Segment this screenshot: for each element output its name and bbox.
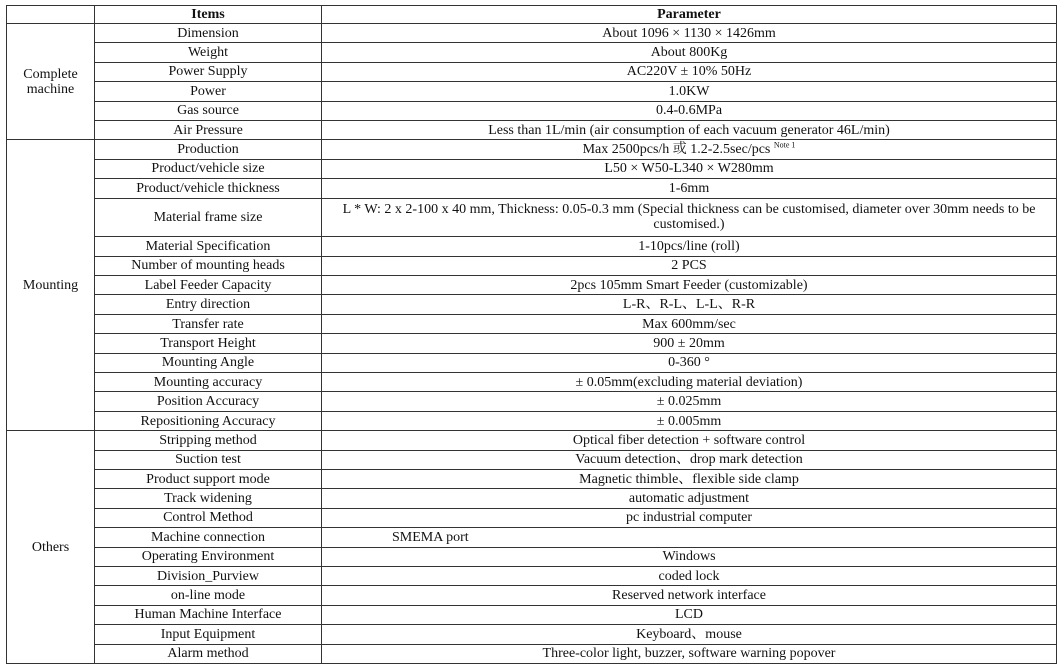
table-row	[7, 489, 1057, 508]
table-row	[7, 625, 1057, 644]
parameter-value: Max 2500pcs/h 或 1.2-2.5sec/pcs	[582, 142, 771, 158]
item-cell: Air Pressure	[95, 120, 322, 139]
parameter-cell	[322, 256, 1057, 275]
item-cell: Product support mode	[95, 469, 322, 488]
item-cell: Material frame size	[95, 198, 322, 237]
group-label: Mounting	[7, 140, 95, 431]
parameter-value: ± 0.005mm	[656, 413, 722, 429]
item-cell: on-line mode	[95, 586, 322, 605]
table-row	[7, 295, 1057, 314]
parameter-cell	[322, 508, 1057, 527]
table-row	[7, 528, 1057, 547]
parameter-cell	[322, 276, 1057, 295]
table-row	[7, 198, 1057, 237]
parameter-value: 2pcs 105mm Smart Feeder (customizable)	[570, 277, 808, 293]
table-row	[7, 276, 1057, 295]
table-row	[7, 101, 1057, 120]
table-row	[7, 62, 1057, 81]
parameter-value: LCD	[675, 607, 703, 623]
table-row	[7, 24, 1057, 43]
item-cell: Operating Environment	[95, 547, 322, 566]
table-row	[7, 179, 1057, 198]
table-row	[7, 644, 1057, 664]
parameter-cell	[322, 489, 1057, 508]
table-row	[7, 605, 1057, 624]
item-cell: Position Accuracy	[95, 392, 322, 411]
parameter-cell	[322, 353, 1057, 372]
item-cell: Product/vehicle thickness	[95, 179, 322, 198]
parameter-cell	[322, 198, 1057, 237]
parameter-cell	[322, 431, 1057, 450]
parameter-value: 2 PCS	[671, 258, 707, 274]
table-row	[7, 314, 1057, 333]
item-cell: Power Supply	[95, 62, 322, 81]
parameter-cell	[322, 644, 1057, 664]
table-row	[7, 469, 1057, 488]
item-cell: Suction test	[95, 450, 322, 469]
parameter-value: ± 0.05mm(excluding material deviation)	[575, 374, 803, 390]
parameter-cell	[322, 24, 1057, 43]
table-row	[7, 120, 1057, 139]
parameter-cell	[322, 140, 1057, 159]
parameter-cell	[322, 334, 1057, 353]
item-cell: Mounting Angle	[95, 353, 322, 372]
parameter-cell	[322, 586, 1057, 605]
parameter-cell	[322, 159, 1057, 178]
table-row	[7, 411, 1057, 430]
parameter-value: pc industrial computer	[626, 510, 752, 526]
item-cell: Control Method	[95, 508, 322, 527]
parameter-value: L * W: 2 x 2-100 x 40 mm, Thickness: 0.05-0.3 mm (Special thickness can be customised, diameter over 30mm needs to be customised.)	[342, 202, 1036, 233]
parameter-value: SMEMA port	[392, 529, 469, 545]
table-row	[7, 43, 1057, 62]
table-row	[7, 159, 1057, 178]
parameter-value: 1-10pcs/line (roll)	[638, 238, 740, 254]
item-cell: Dimension	[95, 24, 322, 43]
parameter-cell	[322, 82, 1057, 101]
item-cell: Stripping method	[95, 431, 322, 450]
item-cell: Transfer rate	[95, 314, 322, 333]
parameter-value: automatic adjustment	[628, 491, 750, 507]
item-cell: Product/vehicle size	[95, 159, 322, 178]
parameter-value: Vacuum detection、drop mark detection	[575, 452, 803, 468]
item-cell: Repositioning Accuracy	[95, 411, 322, 430]
parameter-cell	[322, 62, 1057, 81]
item-cell: Machine connection	[95, 528, 322, 547]
parameter-cell	[322, 373, 1057, 392]
item-cell: Gas source	[95, 101, 322, 120]
header-row	[7, 6, 1057, 24]
parameter-value: L-R、R-L、L-L、R-R	[622, 297, 756, 313]
parameter-value: 0-360 °	[668, 355, 710, 371]
parameter-value: Optical fiber detection + software control	[572, 432, 806, 448]
parameter-value: About 800Kg	[650, 45, 728, 61]
parameter-value: Max 600mm/sec	[642, 316, 736, 332]
item-cell: Number of mounting heads	[95, 256, 322, 275]
item-cell: Entry direction	[95, 295, 322, 314]
item-cell: Production	[95, 140, 322, 159]
table-row	[7, 508, 1057, 527]
table-row	[7, 392, 1057, 411]
item-cell: Human Machine Interface	[95, 605, 322, 624]
header-parameter: Parameter	[322, 6, 1057, 24]
parameter-value: coded lock	[658, 568, 720, 584]
parameter-cell	[322, 566, 1057, 585]
parameter-value: Windows	[662, 549, 716, 565]
table-row	[7, 140, 1057, 159]
item-cell: Alarm method	[95, 644, 322, 664]
table-row	[7, 373, 1057, 392]
spec-body	[7, 24, 1057, 664]
parameter-cell	[322, 101, 1057, 120]
parameter-cell	[322, 314, 1057, 333]
table-row	[7, 256, 1057, 275]
table-row	[7, 450, 1057, 469]
parameter-cell	[322, 411, 1057, 430]
parameter-cell	[322, 237, 1057, 256]
parameter-value: Magnetic thimble、flexible side clamp	[579, 471, 799, 487]
item-cell: Power	[95, 82, 322, 101]
parameter-cell	[322, 469, 1057, 488]
parameter-value: 1-6mm	[668, 180, 710, 196]
item-cell: Weight	[95, 43, 322, 62]
parameter-cell	[322, 547, 1057, 566]
table-row	[7, 547, 1057, 566]
parameter-cell	[322, 605, 1057, 624]
parameter-cell	[322, 392, 1057, 411]
item-cell: Label Feeder Capacity	[95, 276, 322, 295]
spec-table	[6, 5, 1057, 664]
table-row	[7, 586, 1057, 605]
parameter-value: 1.0KW	[668, 83, 710, 99]
parameter-value: 900 ± 20mm	[653, 335, 725, 351]
table-row	[7, 566, 1057, 585]
table-row	[7, 431, 1057, 450]
table-row	[7, 334, 1057, 353]
table-row	[7, 237, 1057, 256]
parameter-cell	[322, 295, 1057, 314]
parameter-value: 0.4-0.6MPa	[655, 103, 723, 119]
item-cell: Track widening	[95, 489, 322, 508]
parameter-value: Three-color light, buzzer, software warning popover	[542, 646, 836, 662]
parameter-value: ± 0.025mm	[656, 394, 722, 410]
parameter-cell	[322, 120, 1057, 139]
parameter-cell	[322, 43, 1057, 62]
parameter-value: About 1096 × 1130 × 1426mm	[602, 25, 776, 41]
parameter-cell	[322, 179, 1057, 198]
parameter-value: Less than 1L/min (air consumption of each vacuum generator 46L/min)	[488, 122, 890, 138]
parameter-value: L50 × W50-L340 × W280mm	[604, 161, 774, 177]
item-cell: Mounting accuracy	[95, 373, 322, 392]
item-cell: Division_Purview	[95, 566, 322, 585]
parameter-value: Reserved network interface	[612, 588, 766, 604]
parameter-cell	[322, 528, 1057, 547]
parameter-value: Keyboard、mouse	[636, 626, 742, 642]
header-group-cell	[7, 6, 95, 24]
note-marker: Note 1	[773, 140, 796, 150]
table-row	[7, 353, 1057, 372]
group-label: Others	[7, 431, 95, 664]
item-cell: Material Specification	[95, 237, 322, 256]
group-label: Complete machine	[7, 24, 95, 140]
item-cell: Transport Height	[95, 334, 322, 353]
parameter-value: AC220V ± 10% 50Hz	[626, 64, 752, 80]
item-cell: Input Equipment	[95, 625, 322, 644]
table-row	[7, 82, 1057, 101]
header-items: Items	[95, 6, 322, 24]
parameter-cell	[322, 625, 1057, 644]
parameter-cell	[322, 450, 1057, 469]
